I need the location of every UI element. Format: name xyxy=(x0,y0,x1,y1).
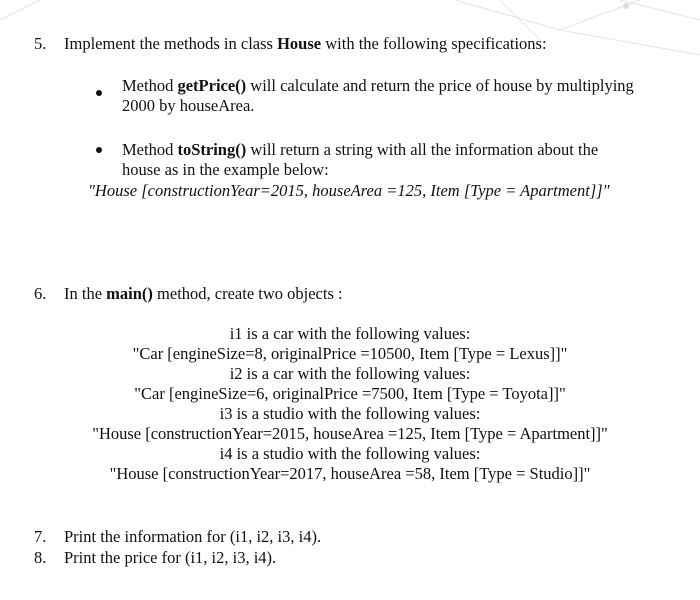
item-8-text: Print the price for (i1, i2, i3, i4). xyxy=(64,548,277,567)
bullet-tostring-line2: house as in the example below: xyxy=(122,160,329,179)
bullet-dot xyxy=(96,90,102,96)
item-8-number: 8. xyxy=(34,548,47,567)
object-i3-description: i3 is a studio with the following values: xyxy=(219,404,481,423)
object-i2-value: "Car [engineSize=6, originalPrice =7500, Item [Type = Toyota]]" xyxy=(134,384,566,403)
item-6-heading: In the main() method, create two objects : xyxy=(64,284,343,303)
item-5-number: 5. xyxy=(34,34,47,53)
method-tostring: toString() xyxy=(177,140,247,159)
item-6-number: 6. xyxy=(34,284,47,303)
object-i2-description: i2 is a car with the following values: xyxy=(229,364,471,383)
object-i4-value: "House [constructionYear=2017, houseArea =58, Item [Type = Studio]]" xyxy=(109,464,591,483)
bullet-getprice-line2: 2000 by houseArea. xyxy=(122,96,255,115)
item-5-heading: Implement the methods in class House with the following specifications: xyxy=(64,34,547,53)
method-getprice: getPrice() xyxy=(177,76,247,95)
tostring-example: "House [constructionYear=2015, houseArea =125, Item [Type = Apartment]]" xyxy=(88,181,610,200)
object-i1-value: "Car [engineSize=8, originalPrice =10500, Item [Type = Lexus]]" xyxy=(132,344,568,363)
bullet-dot xyxy=(96,147,102,153)
bullet-tostring-line1: Method toString() will return a string with all the information about the xyxy=(122,140,599,159)
object-i3-value: "House [constructionYear=2015, houseArea =125, Item [Type = Apartment]]" xyxy=(92,424,608,443)
object-i1-description: i1 is a car with the following values: xyxy=(229,324,471,343)
method-main: main() xyxy=(106,284,153,303)
item-7-number: 7. xyxy=(34,527,47,546)
class-name-house: House xyxy=(277,34,322,53)
item-7-text: Print the information for (i1, i2, i3, i4). xyxy=(64,527,322,546)
bullet-getprice-line1: Method getPrice() will calculate and return the price of house by multiplying xyxy=(122,76,634,95)
object-i4-description: i4 is a studio with the following values: xyxy=(219,444,481,463)
